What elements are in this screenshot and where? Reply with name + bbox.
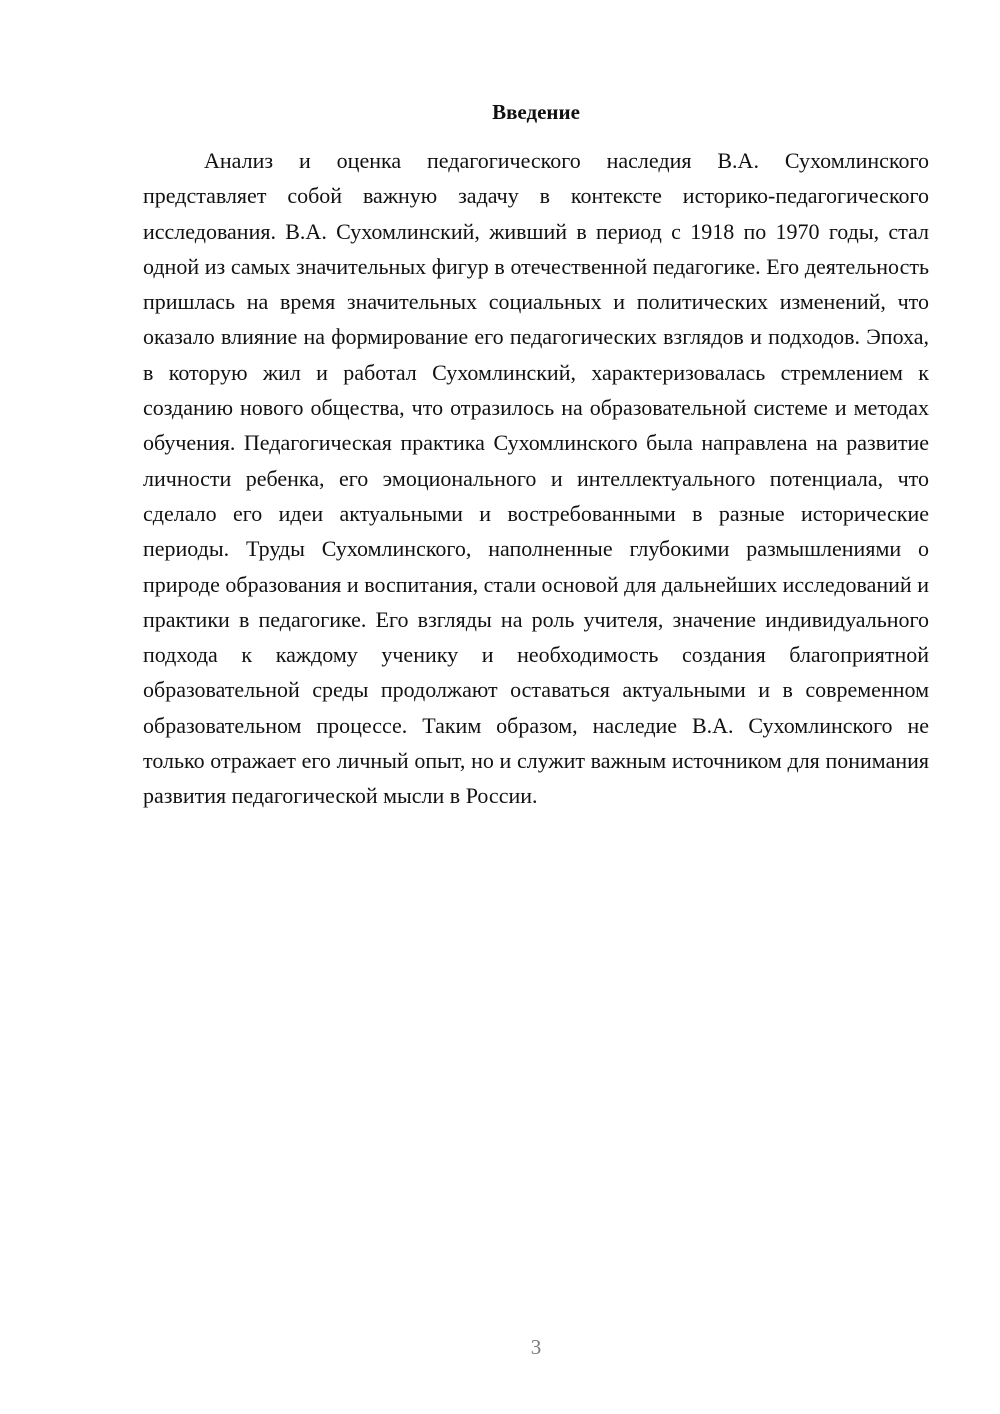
body-paragraph: Анализ и оценка педагогического наследия В.А. Сухомлинского представляет собой важную задачу в контексте историко-педагогического исследования. В.А. Сухомлинский, живший в период с 1918 по 1970 годы, стал одной из самых значительных фигур в отечественной педагогике. Его деятельность пришлась на время значительных социальных и политических изменений, что оказало влияние на формирование его педагогических взглядов и подходов. Эпоха, в которую жил и работал Сухомлинский, характеризовалась стремлением к созданию нового общества, что отразилось на образовательной системе и методах обучения. Педагогическая практика Сухомлинского была направлена на развитие личности ребенка, его эмоционального и интеллектуального потенциала, что сделало его идеи актуальными и востребованными в разные исторические периоды. Труды Сухомлинского, наполненные глубокими размышлениями о природе образования и воспитания, стали основой для дальнейших исследований и практики в педагогике. Его взгляды на роль учителя, значение индивидуального подхода к каждому ученику и необходимость создания благоприятной образовательной среды продолжают оставаться актуальными и в современном образовательном процессе. Таким образом, наследие В.А. Сухомлинского не только отражает его личный опыт, но и служит важным источником для понимания развития педагогической мысли в России.	[143, 148, 929, 809]
page-number: 3	[530, 1335, 542, 1359]
section-title: Введение	[492, 100, 580, 124]
